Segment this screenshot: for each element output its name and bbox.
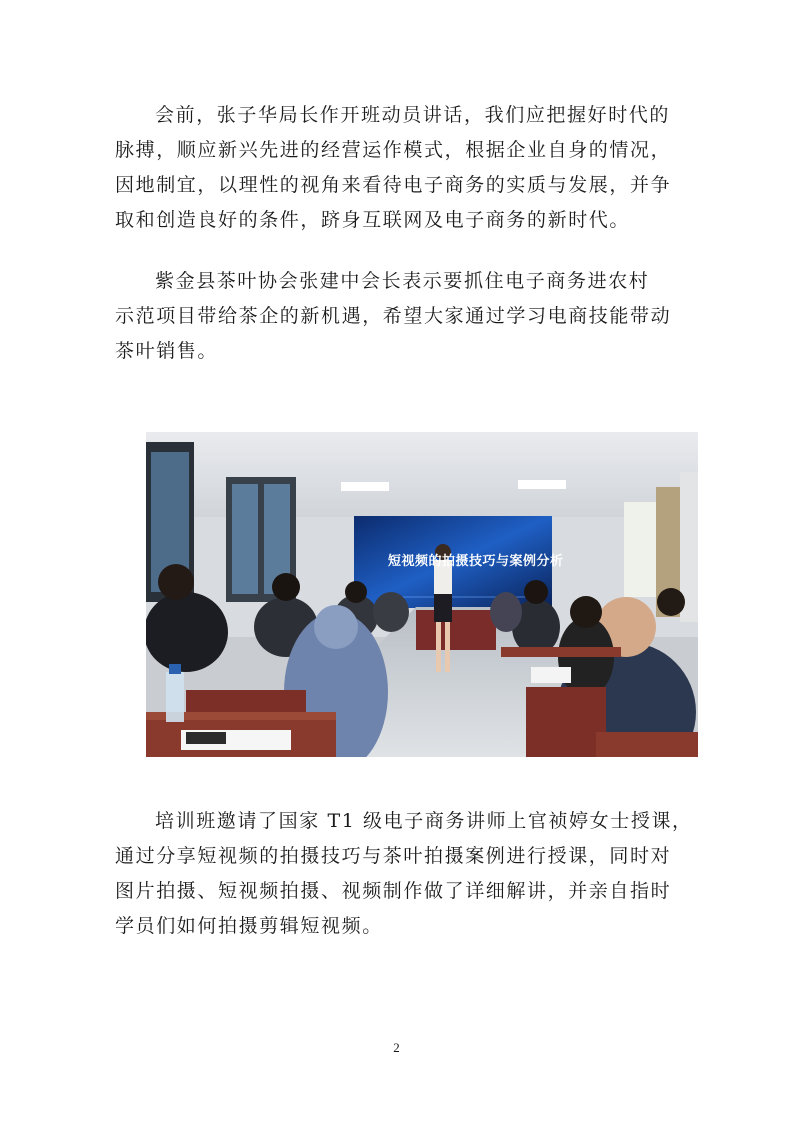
text-line: 培训班邀请了国家 T1 级电子商务讲师上官祯婷女士授课，: [155, 810, 693, 832]
paragraph-opening-speech: [115, 98, 685, 238]
photo-illustration: [146, 432, 698, 757]
projection-slide-title: 短视频的拍摄技巧与案例分析: [388, 554, 564, 569]
text-line: 会前，张子华局长作开班动员讲话，我们应把握好时代的: [155, 104, 671, 126]
text-line: 学员们如何拍摄剪辑短视频。: [115, 915, 383, 937]
training-session-photo: [146, 432, 698, 757]
text-line: 通过分享短视频的拍摄技巧与茶叶拍摄案例进行授课，同时对: [115, 845, 672, 867]
text-line: 紫金县茶叶协会张建中会长表示要抓住电子商务进农村: [155, 270, 650, 292]
text-line: 图片拍摄、短视频拍摄、视频制作做了详细解讲，并亲自指时: [115, 880, 672, 902]
text-line: 示范项目带给茶企的新机遇，希望大家通过学习电商技能带动: [115, 305, 672, 327]
paragraph-trainer-intro: [115, 804, 693, 944]
text-line: 因地制宜，以理性的视角来看待电子商务的实质与发展，并争: [115, 174, 672, 196]
page-number: 2: [393, 1040, 400, 1055]
text-line: 茶叶销售。: [115, 340, 219, 362]
text-line: 脉搏，顺应新兴先进的经营运作模式，根据企业自身的情况，: [115, 139, 672, 161]
paragraph-tea-association: [115, 264, 685, 369]
text-line: 取和创造良好的条件，跻身互联网及电子商务的新时代。: [115, 209, 631, 231]
